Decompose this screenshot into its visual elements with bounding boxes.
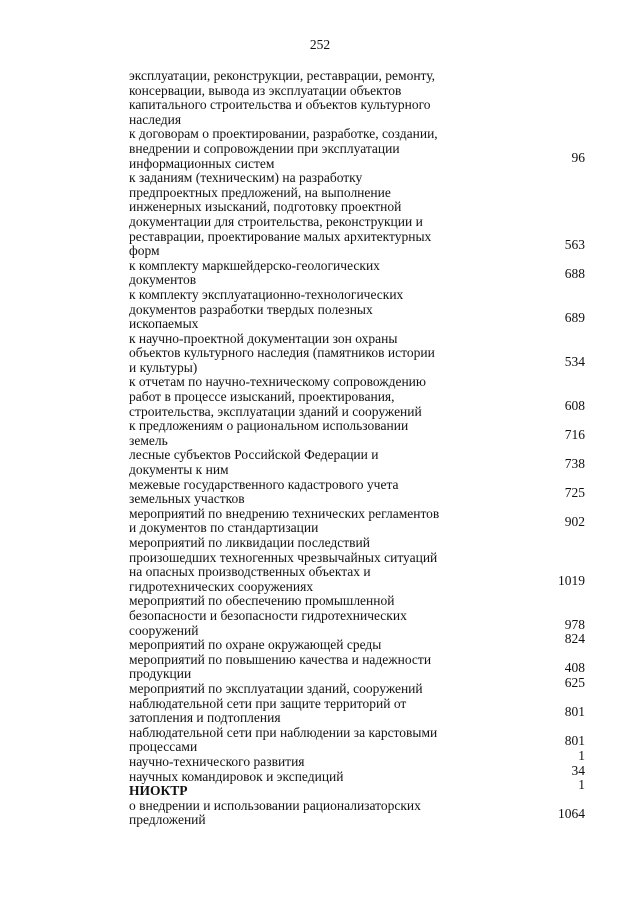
index-entry-text [129,505,440,536]
index-entry-line: документации для строительства, реконструкции и [129,213,423,229]
index-entry-line: на опасных производственных объектах и [129,564,371,580]
index-entry-line: мероприятий по внедрению технических регламентов [129,505,440,521]
index-entry-text [129,171,437,259]
index-entry-line: и документов по стандартизации [129,520,319,536]
index-entry-line: о внедрении и использовании рационализаторских [129,797,421,813]
index-entry-line: информационных систем [129,155,275,171]
index-entry [129,478,585,507]
index-entry [129,375,585,419]
index-entry-line: капитального строительства и объектов культурного [129,97,431,113]
index-entry-page-number: 34 [571,762,585,778]
index-entry-page-number: 1064 [558,806,585,822]
index-entry-line: строительства, эксплуатации зданий и сооружений [129,403,422,419]
index-entry-page-number: 689 [564,310,585,326]
index-entry-page-number: 738 [564,456,585,472]
index-entry-text [129,127,437,171]
index-entry-line: наблюдательной сети при наблюдении за карстовыми [129,724,438,740]
index-entry-text [129,594,437,638]
index-entry-line: эксплуатации, реконструкции, реставрации, ремонту, [129,68,436,83]
index-entry-line: форм [129,243,160,259]
index-entry-page-number: 96 [571,149,585,165]
index-entry-line: предпроектных предложений, на выполнение [129,184,391,200]
index-entry-line: ископаемых [129,316,199,332]
index-entry-page-number: 801 [564,733,585,749]
index-entry-line: к научно-проектной документации зон охраны [129,330,398,346]
index-entry-line: мероприятий по эксплуатации зданий, сооружений [129,680,423,696]
index-entry-text [129,288,437,332]
index-entry-line: межевые государственного кадастрового учета [129,476,399,492]
index-entry-line: мероприятий по обеспечению промышленной [129,593,395,609]
index-entry [129,799,585,828]
index-entry-line: сооружений [129,622,199,638]
index-entry [129,448,585,477]
index-entry-page-number: 563 [564,237,585,253]
index-entry-text [129,259,437,288]
index-entry-line: документов разработки твердых полезных [129,301,373,317]
index-entry-page-number: 824 [564,631,585,647]
index-entry-page-number: 801 [564,704,585,720]
index-entry-page-number: 716 [564,426,585,442]
index-entry-line: консервации, вывода из эксплуатации объектов [129,82,402,98]
page-number: 252 [309,37,331,52]
index-entry-line: наследия [129,111,182,127]
index-entry-text [129,332,437,376]
index-entry-line: безопасности и безопасности гидротехнических [129,607,407,623]
index-entry-page-number: 688 [564,266,585,282]
index-entry-line: гидротехнических сооружениях [129,578,314,594]
index-entry-line: НИОКТР [129,783,188,799]
index-entry-text [129,419,437,448]
index-entry-line: мероприятий по охране окружающей среды [129,637,382,653]
index-entry-page-number: 1 [578,747,585,763]
index-entry-text [129,478,437,507]
index-entry [129,171,585,259]
index-entry-text [129,697,437,726]
index-entry-line: наблюдательной сети при защите территорий от [129,695,407,711]
index-entry [129,288,585,332]
index-entry-line: затопления и подтопления [129,710,281,726]
index-entry-line: мероприятий по ликвидации последствий [129,535,370,550]
index-entry-page-number: 1019 [558,572,585,588]
index-entry-text [129,653,437,682]
index-entry [129,507,585,536]
index-entry-line: к предложениям о рациональном использовании [129,418,409,434]
index-entry [129,536,585,594]
index-entry [129,726,585,755]
index-entry-page-number: 725 [564,485,585,501]
index-entry-text [129,682,437,697]
index-entry-line: к заданиям (техническим) на разработку [129,170,363,186]
index-entry [129,697,585,726]
index-entry-page-number: 608 [564,397,585,413]
index-entry-line: научных командировок и экспедиций [129,768,344,784]
index-entry-line: инженерных изысканий, подготовку проектной [129,199,402,215]
index-entry-line: научно-технического развития [129,753,305,769]
index-entry [129,594,585,638]
index-entry-line: к отчетам по научно-техническому сопровождению [129,374,426,390]
index-entry-page-number: 1 [578,777,585,793]
index-entry-line: предложений [129,812,206,828]
index-entry-line: лесные субъектов Российской Федерации и [129,447,379,463]
index-entry-text [129,784,437,799]
index-entry [129,762,585,785]
index-entry-line: документы к ним [129,462,229,478]
index-entry-line: внедрении и сопровождении при эксплуатации [129,140,400,156]
index-entry-line: земельных участков [129,491,245,507]
index-entry-line: к комплекту маркшейдерско-геологических [129,257,380,273]
index-entry-line: к договорам о проектировании, разработке, создании, [129,126,438,142]
index-entry-line: объектов культурного наследия (памятников истории [129,345,435,361]
index-entry-text [129,448,437,477]
index-entry [129,777,585,799]
index-entry-text [129,770,437,785]
index-entry [129,332,585,376]
index-entry-line: работ в процессе изысканий, проектирования, [129,389,395,405]
index-list [129,69,585,828]
index-entry-page-number: 902 [564,514,585,530]
index-entry-page-number: 408 [564,660,585,676]
index-entry-line: произошедших техногенных чрезвычайных ситуаций [129,549,438,565]
index-entry-text [129,375,437,419]
index-entry-text [129,638,437,653]
index-entry-page-number: 534 [564,353,585,369]
index-entry-text [129,799,437,828]
index-entry-text [129,69,437,127]
index-entry-line: процессами [129,739,198,755]
index-entry-line: и культуры) [129,359,198,375]
index-entry [129,631,585,653]
index-entry [129,259,585,288]
index-entry-line: продукции [129,666,192,682]
index-entry-line: к комплекту эксплуатационно-технологических [129,286,404,302]
index-entry [129,127,585,171]
index-entry-page-number: 978 [564,616,585,632]
index-entry-text [129,726,437,755]
index-entry-line: земель [129,432,168,448]
index-entry [129,419,585,448]
index-entry [129,653,585,682]
index-entry-page-number: 625 [564,674,585,690]
index-entry [129,69,585,127]
index-entry-line: реставрации, проектирование малых архитектурных [129,228,432,244]
index-entry-line: мероприятий по повышению качества и надежности [129,651,432,667]
index-entry-text [129,755,437,770]
index-entry-text [129,536,437,594]
index-entry-line: документов [129,272,197,288]
